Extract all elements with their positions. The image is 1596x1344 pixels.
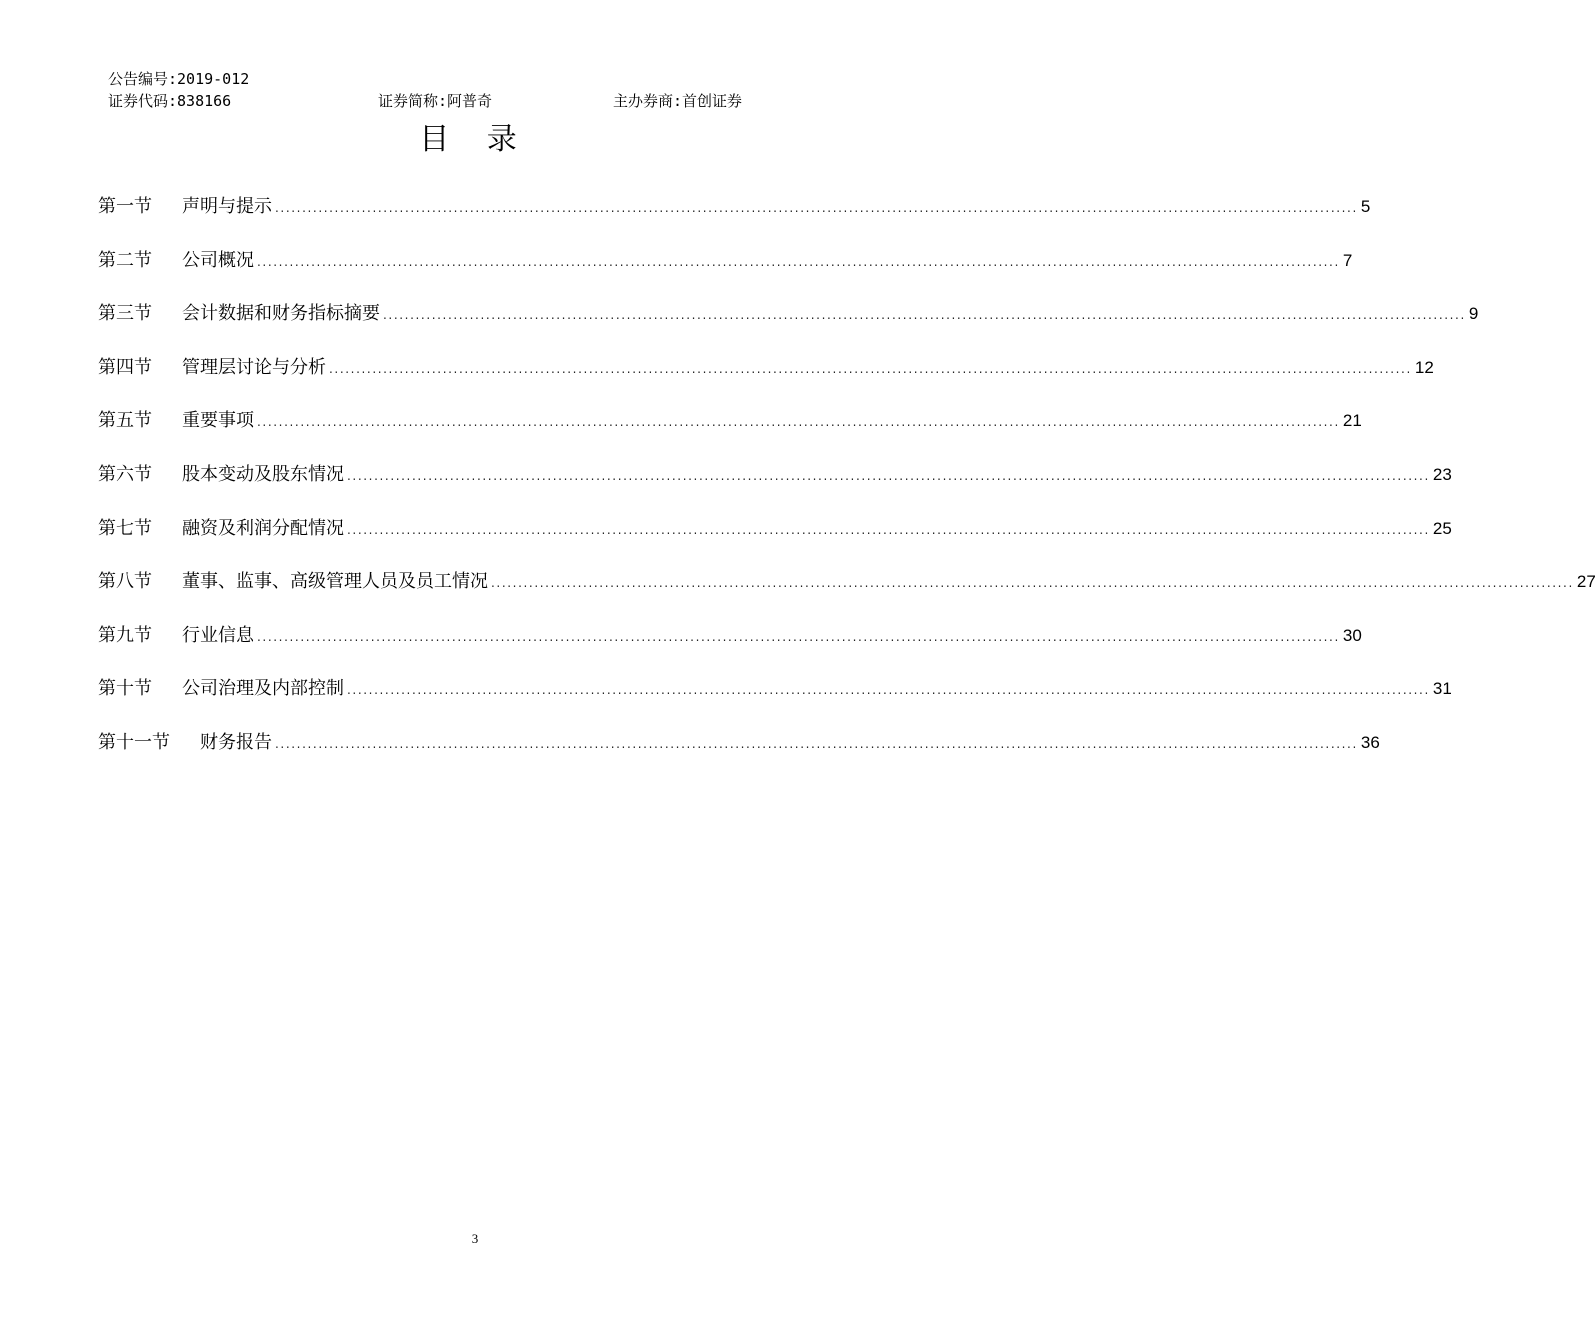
toc-section-number: 第六节 [98,463,152,485]
toc-page-number: 25 [1432,518,1452,538]
toc-page-number: 31 [1432,679,1452,699]
toc-page-number: 5 [1360,197,1371,216]
toc-section-title: 股本变动及股东情况 [182,463,344,485]
toc-leader-dots: ........................................................................................................................................................................................................ [257,415,1340,430]
security-code: 证券代码:838166 [108,92,232,110]
toc-section-number: 第三节 [98,303,152,325]
toc-leader-dots: ........................................................................................................................................................................................................ [257,254,1340,269]
toc-section-title: 管理层讨论与分析 [182,356,326,378]
toc-leader-dots: ........................................................................................................................................................................................................ [329,361,1412,376]
page-title: 目 录 [419,122,531,157]
toc-section-title: 重要事项 [182,410,254,432]
toc-entry[interactable] [98,568,1596,622]
toc-section-title: 财务报告 [200,731,272,753]
toc-section-title: 融资及利润分配情况 [182,517,344,539]
toc-leader-dots: ........................................................................................................................................................................................................ [275,736,1358,751]
toc-section-title: 声明与提示 [182,196,272,217]
toc-entry[interactable] [98,193,1371,247]
toc-section-number: 第十一节 [98,731,170,753]
toc-page-number: 23 [1432,464,1452,484]
toc-section-title: 行业信息 [182,624,254,646]
toc-section-title: 董事、监事、高级管理人员及员工情况 [182,571,488,593]
toc-section-title: 会计数据和财务指标摘要 [182,303,380,325]
toc-leader-dots: ........................................................................................................................................................................................................ [347,522,1430,537]
toc-page-number: 9 [1468,304,1479,324]
toc-entry[interactable] [98,407,1362,461]
toc-leader-dots: ........................................................................................................................................................................................................ [257,629,1340,644]
toc-section-title: 公司治理及内部控制 [182,678,344,700]
page-number: 3 [471,1231,479,1246]
toc-page-number: 21 [1342,411,1362,431]
toc-page-number: 30 [1342,625,1362,645]
toc-page-number: 12 [1414,357,1434,377]
toc-section-title: 公司概况 [182,249,254,271]
toc-leader-dots: ........................................................................................................................................................................................................ [275,201,1358,215]
security-abbreviation: 证券简称:阿普奇 [378,92,493,110]
toc-leader-dots: ........................................................................................................................................................................................................ [347,468,1430,483]
toc-section-number: 第一节 [98,196,152,217]
toc-page-number: 7 [1342,250,1353,270]
toc-entry[interactable] [98,247,1353,301]
toc-section-number: 第五节 [98,410,152,432]
toc-leader-dots: ........................................................................................................................................................................................................ [347,683,1430,698]
toc-page-number: 36 [1360,732,1380,752]
toc-page-number: 27 [1576,572,1596,592]
toc-entry[interactable] [98,515,1452,569]
table-of-contents [98,193,1596,783]
toc-entry[interactable] [98,729,1380,783]
toc-entry[interactable] [98,461,1452,515]
toc-section-number: 第二节 [98,249,152,271]
toc-section-number: 第八节 [98,571,152,593]
toc-leader-dots: ........................................................................................................................................................................................................ [491,576,1574,591]
toc-leader-dots: ........................................................................................................................................................................................................ [383,308,1466,323]
toc-entry[interactable] [98,300,1479,354]
toc-section-number: 第七节 [98,517,152,539]
toc-section-number: 第九节 [98,624,152,646]
toc-section-number: 第四节 [98,356,152,378]
sponsor-broker: 主办券商:首创证券 [613,92,743,110]
toc-entry[interactable] [98,354,1434,408]
toc-section-number: 第十节 [98,678,152,700]
announcement-number: 公告编号:2019-012 [108,70,250,88]
toc-entry[interactable] [98,675,1452,729]
toc-entry[interactable] [98,622,1362,676]
